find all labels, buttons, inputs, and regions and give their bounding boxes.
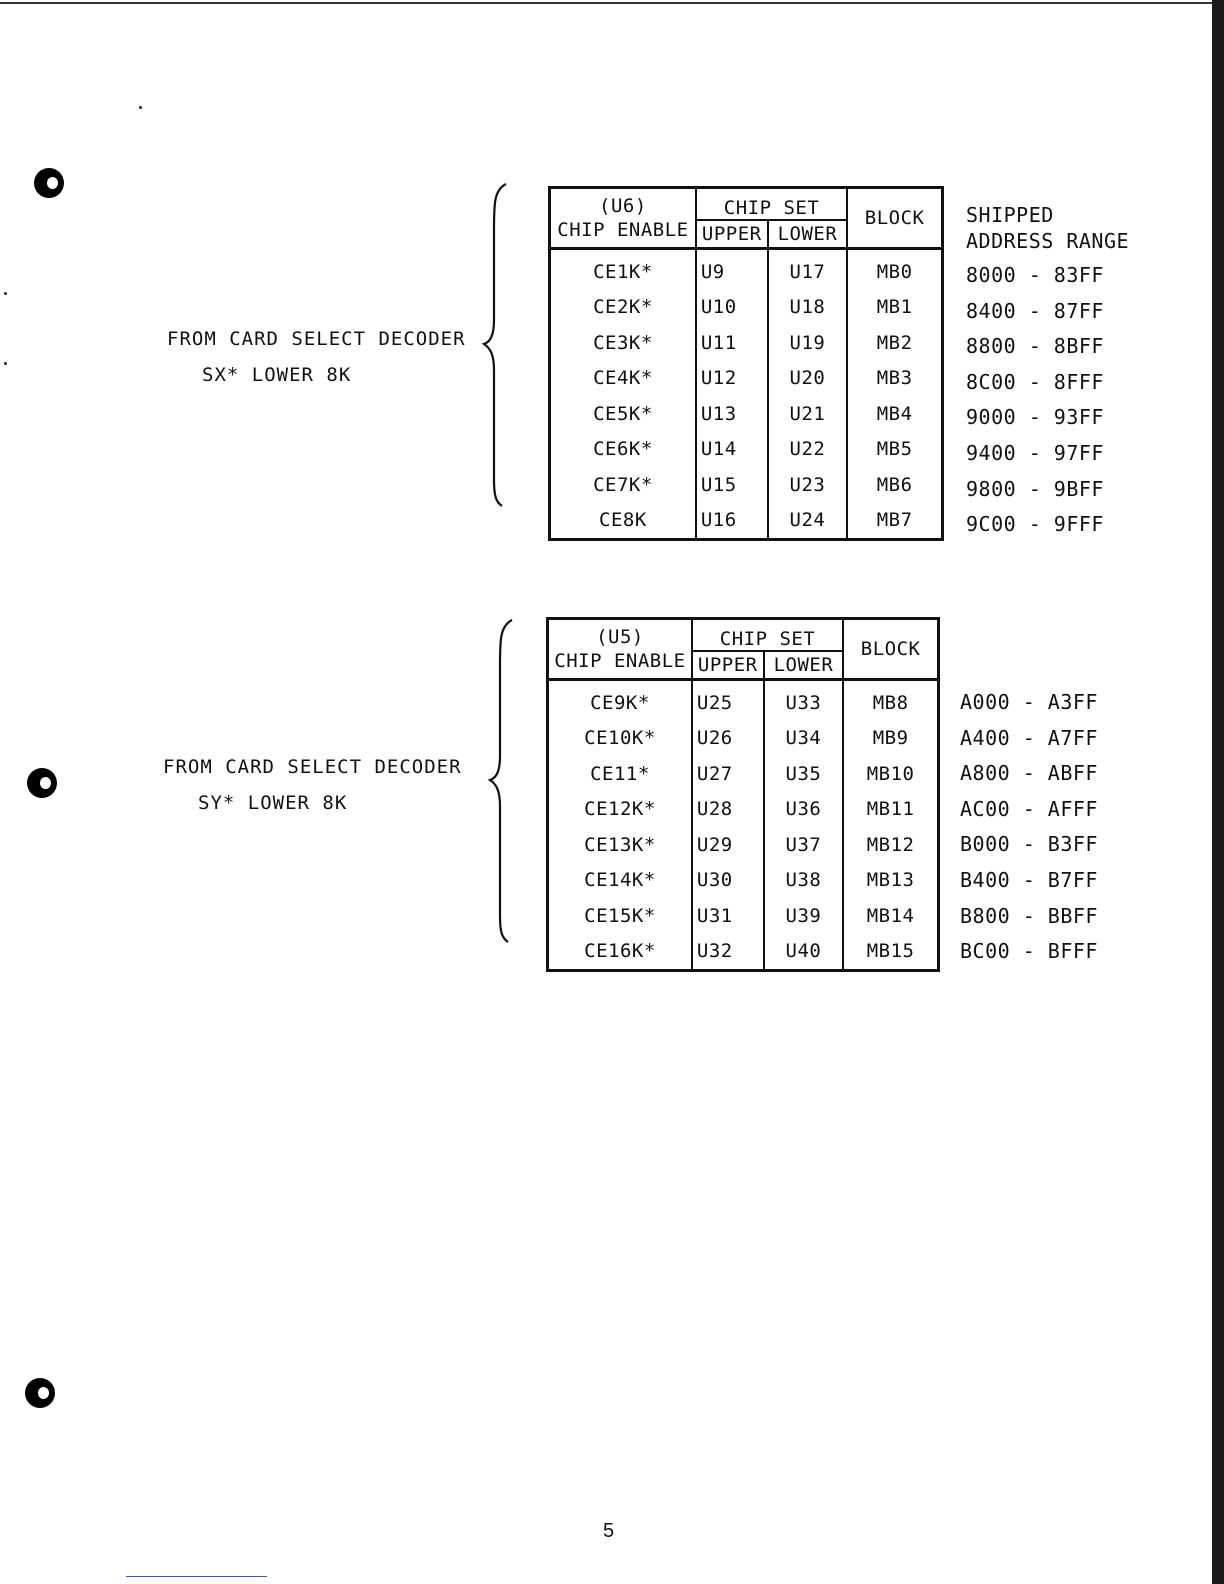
chip-enable-cell: CE1K* — [550, 249, 696, 290]
lower-chip-cell: U20 — [768, 361, 848, 397]
page-number: 5 — [603, 1520, 615, 1542]
address-range: A800 - ABFF — [960, 761, 1098, 786]
table-row — [548, 898, 939, 934]
block-cell: MB6 — [847, 467, 942, 503]
curly-brace-icon — [484, 616, 518, 946]
address-range: 8800 - 8BFF — [966, 334, 1104, 359]
block-cell: MB2 — [847, 325, 942, 361]
block-cell: MB10 — [843, 756, 938, 792]
lower-chip-cell: U21 — [768, 396, 848, 432]
lower-header: LOWER — [768, 220, 848, 249]
table-row — [548, 792, 939, 828]
chip-enable-cell: CE12K* — [548, 792, 692, 828]
lower-chip-cell: U33 — [764, 680, 844, 721]
table-row — [548, 863, 939, 899]
chip-enable-cell: CE7K* — [550, 467, 696, 503]
punch-hole-icon — [34, 168, 64, 198]
lower-chip-cell: U24 — [768, 503, 848, 540]
block-cell: MB0 — [847, 249, 942, 290]
chip-map-body — [548, 680, 939, 971]
block-cell: MB4 — [847, 396, 942, 432]
address-range: 9400 - 97FF — [966, 440, 1104, 465]
upper-chip-cell: U26 — [692, 721, 764, 757]
table-row — [550, 396, 943, 432]
block-cell: MB13 — [843, 863, 938, 899]
punch-hole-icon — [27, 768, 57, 798]
address-range: BC00 - BFFF — [960, 939, 1098, 964]
table-row — [548, 756, 939, 792]
chip-enable-cell: CE9K* — [548, 680, 692, 721]
decoder-source-line2: SY* LOWER 8K — [198, 792, 348, 814]
lower-header: LOWER — [764, 651, 844, 680]
lower-chip-cell: U17 — [768, 249, 848, 290]
upper-chip-cell: U30 — [692, 863, 764, 899]
scan-speck — [4, 292, 7, 295]
block-cell: MB1 — [847, 290, 942, 326]
address-range: 8000 - 83FF — [966, 263, 1104, 287]
chip-set-header: CHIP SET — [692, 619, 843, 652]
address-range-list — [960, 685, 1098, 970]
upper-chip-cell: U27 — [692, 756, 764, 792]
chip-enable-cell: CE16K* — [548, 934, 692, 971]
upper-chip-cell: U15 — [696, 467, 768, 503]
address-range: 9000 - 93FF — [966, 405, 1104, 430]
upper-chip-cell: U13 — [696, 396, 768, 432]
chip-enable-cell: CE5K* — [550, 396, 696, 432]
block-cell: MB3 — [847, 361, 942, 397]
address-range: A400 - A7FF — [960, 725, 1098, 750]
table-row — [548, 827, 939, 863]
upper-header: UPPER — [692, 651, 764, 680]
chip-enable-cell: CE3K* — [550, 325, 696, 361]
address-range: B800 - BBFF — [960, 903, 1098, 928]
chip-enable-cell: CE10K* — [548, 721, 692, 757]
upper-chip-cell: U31 — [692, 898, 764, 934]
chip-enable-cell: CE13K* — [548, 827, 692, 863]
lower-chip-cell: U37 — [764, 827, 844, 863]
decoder-source-line1: FROM CARD SELECT DECODER — [167, 328, 466, 350]
scan-speck — [4, 362, 7, 365]
lower-chip-cell: U18 — [768, 290, 848, 326]
address-range-column-1 — [966, 202, 1129, 543]
lower-chip-cell: U22 — [768, 432, 848, 468]
address-header-line2: ADDRESS RANGE — [966, 229, 1130, 253]
chip-map-table-u6 — [548, 186, 944, 541]
address-range: 8C00 - 8FFF — [966, 369, 1104, 394]
decoder-source-line2: SX* LOWER 8K — [202, 364, 352, 386]
chip-enable-cell: CE2K* — [550, 290, 696, 326]
scan-speck — [139, 106, 142, 109]
upper-chip-cell: U14 — [696, 432, 768, 468]
block-cell: MB14 — [843, 898, 938, 934]
address-range: 8400 - 87FF — [966, 298, 1104, 323]
upper-chip-cell: U10 — [696, 290, 768, 326]
lower-chip-cell: U40 — [764, 934, 844, 971]
table-row — [548, 934, 939, 971]
curly-brace-icon — [478, 180, 512, 510]
upper-chip-cell: U32 — [692, 934, 764, 971]
bottom-scan-mark — [126, 1576, 267, 1577]
chip-enable-cell: CE8K — [550, 503, 696, 540]
address-range: B000 - B3FF — [960, 832, 1098, 857]
chip-enable-cell: CE6K* — [550, 432, 696, 468]
address-range: AC00 - AFFF — [960, 796, 1098, 821]
block-cell: MB9 — [843, 721, 938, 757]
block-cell: MB11 — [843, 792, 938, 828]
address-range-column-2 — [960, 685, 1098, 970]
chip-enable-cell: CE11* — [548, 756, 692, 792]
decoder-source-label-sy — [163, 749, 462, 821]
chip-set-header: CHIP SET — [696, 188, 847, 221]
upper-header: UPPER — [696, 220, 768, 249]
top-scan-edge — [0, 2, 1224, 4]
chip-enable-header: (U6) CHIP ENABLE — [550, 188, 696, 249]
decoder-source-line1: FROM CARD SELECT DECODER — [163, 756, 462, 778]
block-header: BLOCK — [847, 188, 942, 249]
chip-enable-header: (U5) CHIP ENABLE — [548, 619, 692, 680]
table-row — [550, 249, 943, 290]
table-row — [548, 721, 939, 757]
table-row — [550, 467, 943, 503]
chip-enable-cell: CE4K* — [550, 361, 696, 397]
table-row — [550, 325, 943, 361]
lower-chip-cell: U23 — [768, 467, 848, 503]
table-row — [548, 680, 939, 721]
lower-chip-cell: U19 — [768, 325, 848, 361]
chip-enable-cell: CE14K* — [548, 863, 692, 899]
address-range: A000 - A3FF — [960, 690, 1098, 714]
lower-chip-cell: U38 — [764, 863, 844, 899]
punch-hole-icon — [25, 1378, 55, 1408]
upper-chip-cell: U25 — [692, 680, 764, 721]
upper-chip-cell: U16 — [696, 503, 768, 540]
address-range: 9800 - 9BFF — [966, 476, 1104, 501]
chip-map-table-u5 — [546, 617, 940, 972]
address-range: 9C00 - 9FFF — [966, 512, 1104, 537]
upper-chip-cell: U12 — [696, 361, 768, 397]
lower-chip-cell: U39 — [764, 898, 844, 934]
block-cell: MB8 — [843, 680, 938, 721]
lower-chip-cell: U36 — [764, 792, 844, 828]
address-range: B400 - B7FF — [960, 867, 1098, 892]
chip-enable-cell: CE15K* — [548, 898, 692, 934]
table-row — [550, 432, 943, 468]
upper-chip-cell: U28 — [692, 792, 764, 828]
chip-map-body — [550, 249, 943, 540]
upper-chip-cell: U9 — [696, 249, 768, 290]
upper-chip-cell: U29 — [692, 827, 764, 863]
table-row — [550, 290, 943, 326]
block-cell: MB7 — [847, 503, 942, 540]
block-cell: MB15 — [843, 934, 938, 971]
upper-chip-cell: U11 — [696, 325, 768, 361]
right-scan-edge — [1212, 0, 1224, 1584]
lower-chip-cell: U35 — [764, 756, 844, 792]
address-header-line1: SHIPPED — [966, 203, 1054, 227]
table-row — [550, 361, 943, 397]
block-cell: MB5 — [847, 432, 942, 468]
decoder-source-label-sx — [167, 321, 466, 393]
address-range-list — [966, 258, 1129, 543]
table-row — [550, 503, 943, 540]
block-header: BLOCK — [843, 619, 938, 680]
lower-chip-cell: U34 — [764, 721, 844, 757]
block-cell: MB12 — [843, 827, 938, 863]
